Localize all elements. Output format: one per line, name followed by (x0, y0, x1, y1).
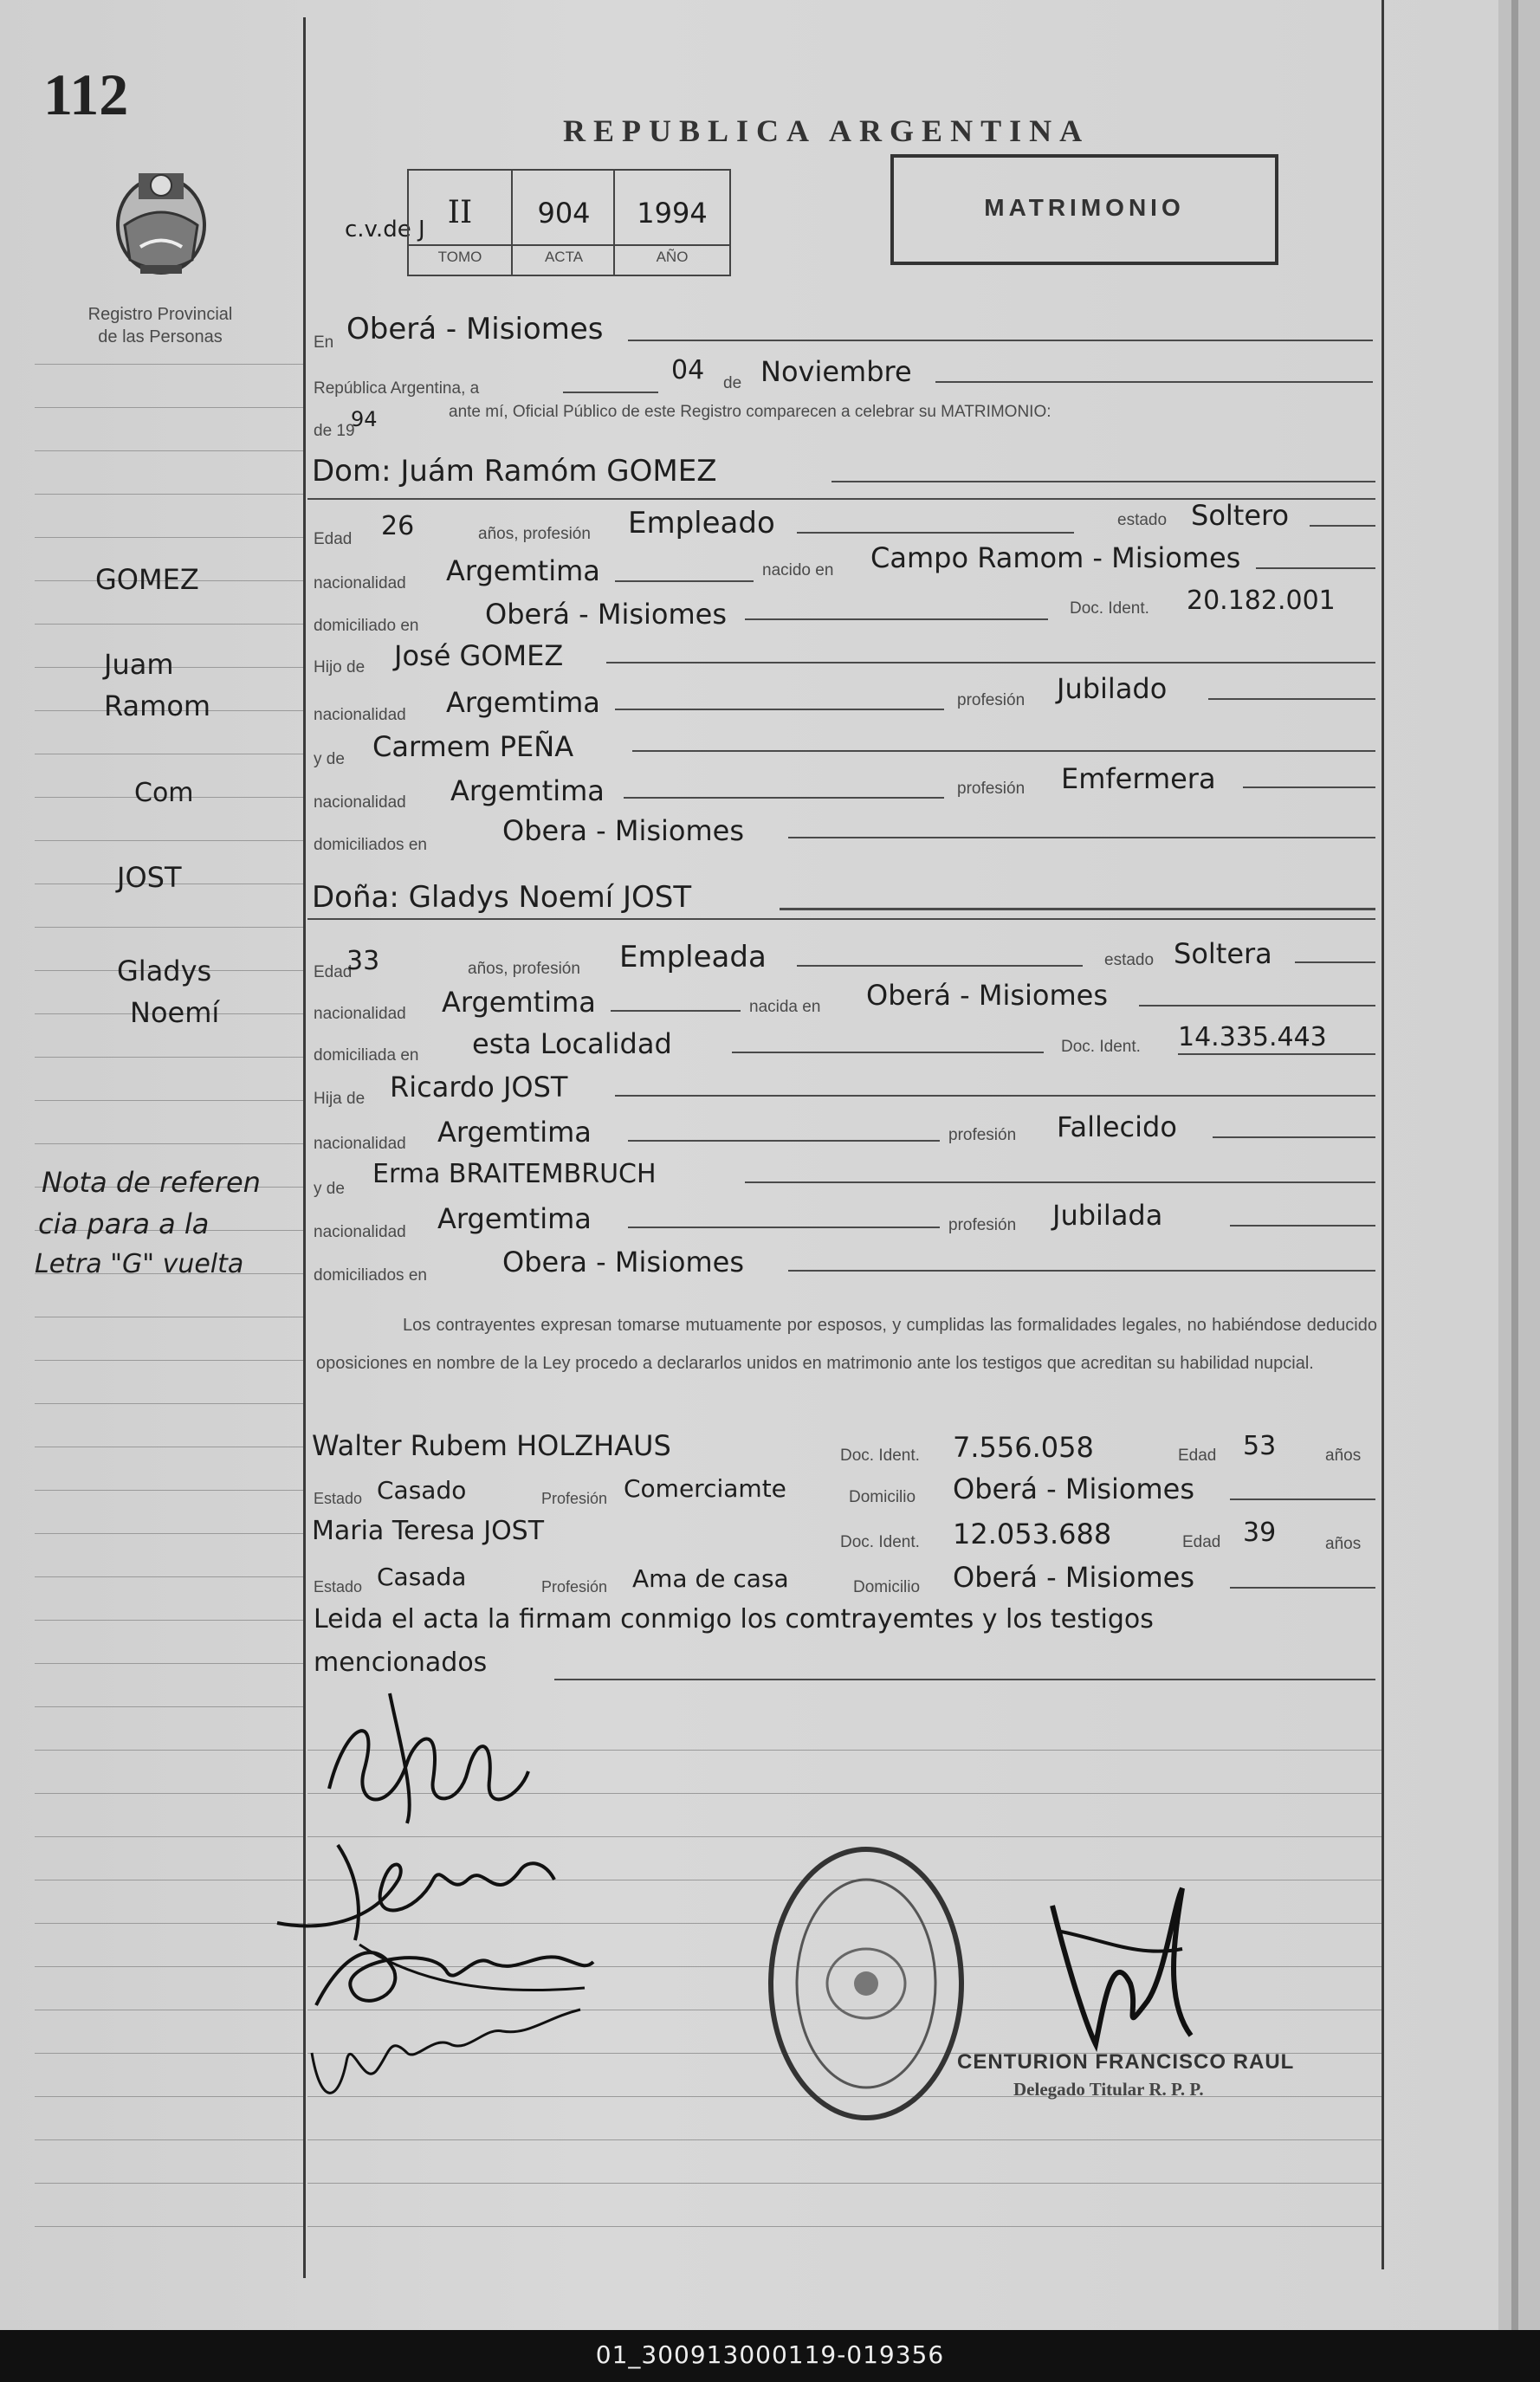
groom-nationality: Argemtima (446, 554, 600, 587)
witness2-name: Maria Teresa JOST (312, 1516, 545, 1546)
margin-note-line1: Nota de referen (42, 1166, 261, 1199)
witness1-profession: Comerciamte (624, 1474, 786, 1503)
groom-mother-nationality: Argemtima (450, 774, 605, 807)
groom-name: Dom: Juám Ramóm GOMEZ (312, 454, 717, 489)
official-seal-icon (762, 1836, 970, 2131)
republica-label: República Argentina, a (314, 379, 480, 398)
groom-birthplace: Campo Ramom - Misiomes (870, 541, 1241, 574)
page-edge (1498, 0, 1540, 2330)
cv-note: c.v.de J (345, 217, 425, 243)
acta-value: 904 (537, 197, 591, 230)
margin-name-bride-1: Gladys (117, 955, 212, 987)
bride-mother-nationality: Argemtima (437, 1202, 592, 1235)
bride-mother: Erma BRAITEMBRUCH (372, 1159, 657, 1189)
closing-line1: Leida el acta la firmam conmigo los comtrayemtes y los testigos (314, 1604, 1154, 1634)
groom-profession: Empleado (628, 506, 775, 540)
groom-mother: Carmem PEÑA (372, 730, 574, 763)
margin-note-line3: Letra "G" vuelta (35, 1249, 244, 1279)
official-title: Delegado Titular R. P. P. (1013, 2079, 1204, 2100)
declaration-text: Los contrayentes expresan tomarse mutuamente por esposos, y cumplidas las formalidades legales, no habiéndose deducido oposiciones en nombre de la Ley procedo a declararlos unidos en matrimonio ante los testigos que acreditan su habilidad nupcial. (316, 1316, 1377, 1373)
page-number: 112 (43, 61, 129, 127)
margin-surname-bride: JOST (117, 861, 182, 894)
official-name: CENTURION FRANCISCO RAUL (957, 2050, 1295, 2074)
official-signature (1035, 1871, 1208, 2062)
bride-estado: Soltera (1174, 937, 1272, 970)
bride-doc: 14.335.443 (1178, 1022, 1327, 1052)
acta-label: ACTA (544, 249, 584, 265)
document-title: REPUBLICA ARGENTINA (563, 113, 1090, 148)
bride-birthplace: Oberá - Misiomes (866, 979, 1109, 1012)
margin-name-groom-1: Juam (104, 648, 174, 681)
ano-label: AÑO (656, 249, 689, 265)
groom-mother-profession: Emfermera (1061, 762, 1216, 795)
groom-doc: 20.182.001 (1187, 586, 1336, 616)
bride-father-profession: Fallecido (1057, 1110, 1177, 1143)
page-edge-shadow (1511, 0, 1518, 2330)
signature-1 (312, 1685, 554, 1832)
act-place: Oberá - Misiomes (346, 312, 604, 346)
act-month: Noviembre (760, 355, 912, 388)
file-id: 01_300913000119-019356 (595, 2340, 945, 2369)
closing-line2: mencionados (314, 1647, 488, 1678)
bride-profession: Empleada (619, 940, 767, 974)
witness1-estado: Casado (377, 1476, 467, 1505)
bride-parents-domicile: Obera - Misiomes (502, 1246, 745, 1278)
signature-4 (303, 1984, 598, 2113)
witness1-age: 53 (1243, 1431, 1277, 1461)
tomo-value: II (447, 195, 473, 230)
witness1-doc: 7.556.058 (953, 1431, 1094, 1464)
ano-value: 1994 (637, 197, 708, 230)
year-prefix: de 19 (314, 422, 355, 440)
witness1-domicile: Oberá - Misiomes (953, 1473, 1195, 1505)
margin-note-line2: cia para a la (38, 1207, 210, 1240)
tomo-label: TOMO (437, 249, 482, 265)
bride-father: Ricardo JOST (390, 1071, 568, 1104)
margin-con: Com (134, 778, 194, 808)
groom-estado: Soltero (1191, 499, 1290, 532)
witness2-profession: Ama de casa (632, 1564, 789, 1593)
margin-name-groom-2: Ramom (104, 689, 211, 722)
act-year: 94 (351, 407, 378, 431)
en-label: En (314, 333, 334, 352)
bride-domicile: esta Localidad (472, 1027, 672, 1060)
document-type: MATRIMONIO (984, 194, 1185, 221)
ante-text: ante mí, Oficial Público de este Registro comparecen a celebrar su MATRIMONIO: (449, 403, 1051, 421)
witness1-name: Walter Rubem HOLZHAUS (312, 1429, 671, 1462)
margin-name-bride-2: Noemí (130, 996, 220, 1029)
groom-father-profession: Jubilado (1057, 672, 1168, 705)
witness2-domicile: Oberá - Misiomes (953, 1561, 1195, 1594)
registry-name: Registro Provincial de las Personas (87, 305, 233, 346)
groom-father-nationality: Argemtima (446, 686, 600, 719)
witness2-doc: 12.053.688 (953, 1518, 1112, 1550)
de-label: de (723, 374, 742, 392)
groom-domicile: Oberá - Misiomes (485, 598, 728, 631)
document-type-box (890, 154, 1278, 265)
witness2-estado: Casada (377, 1563, 467, 1591)
file-footer (0, 2330, 1540, 2382)
groom-age: 26 (381, 511, 415, 541)
bride-nationality: Argemtima (442, 986, 596, 1019)
groom-parents-domicile: Obera - Misiomes (502, 814, 745, 847)
margin-surname-groom: GOMEZ (95, 563, 199, 596)
witness2-age: 39 (1243, 1518, 1277, 1548)
groom-father: José GOMEZ (394, 639, 564, 672)
bride-mother-profession: Jubilada (1052, 1199, 1163, 1232)
bride-name: Doña: Gladys Noemí JOST (312, 880, 692, 915)
bride-age: 33 (346, 946, 380, 976)
bride-father-nationality: Argemtima (437, 1116, 592, 1149)
act-day: 04 (671, 355, 705, 385)
provincial-crest-icon (106, 165, 217, 282)
right-border (1381, 0, 1384, 2269)
record-number-box (407, 169, 731, 276)
